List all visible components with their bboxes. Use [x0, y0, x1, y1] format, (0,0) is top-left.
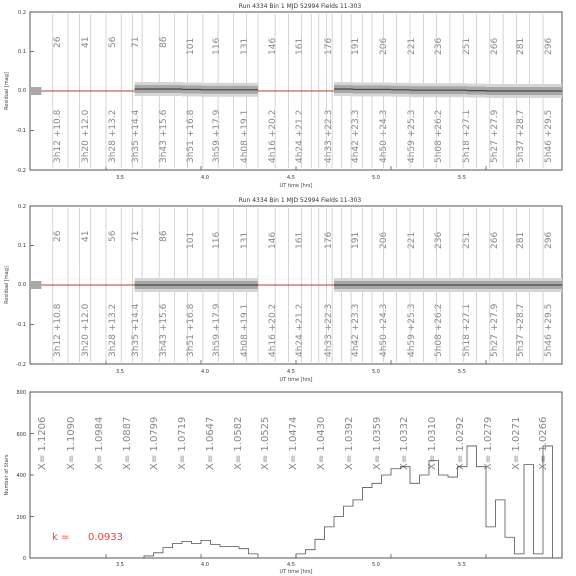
field-label: 161 [295, 37, 305, 55]
time-label: 4h42 +23.3 [351, 303, 361, 357]
y-axis-label: Residual [mag] [4, 72, 10, 110]
time-label: 3h51 +16.8 [186, 109, 196, 163]
y-tick-label: 400 [16, 473, 26, 479]
time-label: 3h28 +13.2 [108, 109, 118, 163]
x-tick-label: 5.0 [372, 369, 380, 375]
x-tick-label: 4.0 [201, 175, 209, 181]
time-label: 5h46 +29.5 [544, 303, 554, 357]
residual-panel-1 [4, 3, 562, 189]
time-label: 5h37 +28.7 [516, 303, 526, 357]
extinction-label: k = [52, 532, 70, 543]
field-label: 236 [434, 231, 444, 249]
time-label: 3h12 +10.8 [53, 303, 63, 357]
time-label: 3h20 +12.0 [81, 303, 91, 357]
y-tick-label: 600 [16, 432, 26, 438]
time-label: 3h35 +14.4 [131, 303, 141, 357]
airmass-label: X= 1.0647 [205, 416, 216, 470]
field-label: 251 [462, 37, 472, 55]
field-label: 26 [53, 36, 63, 48]
x-tick-label: 4.0 [201, 369, 209, 375]
x-tick-label: 3.5 [116, 175, 124, 181]
airmass-label: X= 1.1090 [66, 416, 77, 470]
x-tick-label: 4.5 [287, 175, 295, 181]
x-tick-label: 5.5 [458, 369, 466, 375]
time-label: 4h16 +20.2 [268, 109, 278, 163]
residual-panel-2 [4, 197, 562, 383]
panel-title: Run 4334 Bin 1 MJD 52994 Fields 11-303 [238, 197, 362, 204]
field-label: 266 [490, 37, 500, 55]
y-tick-label: 0.0 [18, 88, 26, 94]
time-label: 3h28 +13.2 [108, 303, 118, 357]
field-label: 221 [407, 37, 417, 55]
time-label: 4h08 +19.1 [240, 303, 250, 357]
time-label: 4h59 +25.3 [407, 109, 417, 163]
field-label: 191 [351, 37, 361, 55]
time-label: 3h59 +17.9 [212, 109, 222, 163]
airmass-label: X= 1.0310 [427, 416, 438, 470]
time-label: 3h43 +15.6 [159, 303, 169, 357]
x-tick-label: 4.0 [201, 562, 209, 568]
airmass-label: X= 1.0984 [94, 416, 105, 470]
airmass-label: X= 1.0887 [122, 416, 133, 470]
field-label: 296 [544, 231, 554, 249]
field-label: 221 [407, 231, 417, 249]
field-label: 206 [379, 231, 389, 249]
y-tick-labels [16, 204, 26, 368]
time-label: 5h46 +29.5 [544, 109, 554, 163]
airmass-label: X= 1.0266 [538, 416, 549, 470]
field-label: 146 [268, 37, 278, 55]
airmass-label: X= 1.0525 [260, 416, 271, 470]
time-label: 3h12 +10.8 [53, 109, 63, 163]
time-label: 4h33 +22.3 [324, 303, 334, 357]
x-tick-labels [116, 562, 466, 568]
time-label: 3h59 +17.9 [212, 303, 222, 357]
x-tick-labels [116, 369, 466, 375]
x-axis-label: UT time [hrs] [279, 569, 313, 575]
field-label: 266 [490, 231, 500, 249]
time-label: 5h37 +28.7 [516, 109, 526, 163]
field-label: 176 [324, 231, 334, 249]
y-tick-label: 0.1 [18, 49, 26, 55]
y-tick-label: 0.0 [18, 282, 26, 288]
y-tick-label: 0.2 [18, 10, 26, 16]
time-label: 5h08 +26.2 [434, 303, 444, 357]
field-label: 251 [462, 231, 472, 249]
x-axis-label: UT time [hrs] [279, 183, 313, 189]
extinction-value: 0.0933 [88, 532, 123, 543]
time-label: 4h50 +24.3 [379, 303, 389, 357]
airmass-label: X= 1.0279 [483, 416, 494, 470]
field-label: 56 [108, 36, 118, 48]
y-tick-label: 200 [16, 515, 26, 521]
x-tick-label: 4.5 [287, 562, 295, 568]
y-axis-label: Residual [mag] [4, 266, 10, 304]
airmass-label: X= 1.0474 [288, 416, 299, 470]
airmass-label: X= 1.0799 [149, 416, 160, 470]
time-label: 3h35 +14.4 [131, 109, 141, 163]
time-label: 4h33 +22.3 [324, 109, 334, 163]
field-label: 41 [81, 36, 91, 48]
field-label: 86 [159, 36, 169, 48]
y-tick-label: 800 [16, 390, 26, 396]
time-label: 4h50 +24.3 [379, 109, 389, 163]
y-tick-label: -0.1 [16, 128, 26, 134]
time-label: 5h27 +27.9 [490, 303, 500, 357]
time-label: 3h43 +15.6 [159, 109, 169, 163]
x-tick-label: 5.5 [458, 175, 466, 181]
time-label: 4h24 +21.2 [295, 109, 305, 163]
y-tick-labels [16, 390, 26, 562]
airmass-label: X= 1.0359 [372, 416, 383, 470]
field-label: 191 [351, 231, 361, 249]
field-label: 116 [212, 231, 222, 249]
field-label: 296 [544, 37, 554, 55]
x-axis-label: UT time [hrs] [279, 377, 313, 383]
field-label: 146 [268, 231, 278, 249]
airmass-label: X= 1.0582 [233, 416, 244, 470]
airmass-label: X= 1.0332 [399, 416, 410, 470]
field-label: 206 [379, 37, 389, 55]
field-label: 161 [295, 231, 305, 249]
y-tick-label: 0 [22, 556, 26, 562]
time-label: 4h42 +23.3 [351, 109, 361, 163]
field-label: 131 [240, 231, 250, 249]
field-label: 26 [53, 230, 63, 242]
field-label: 101 [186, 231, 196, 249]
x-tick-label: 5.5 [458, 562, 466, 568]
y-axis-label: Number of Stars [4, 454, 10, 496]
field-label: 281 [516, 231, 526, 249]
time-label: 5h08 +26.2 [434, 109, 444, 163]
field-label: 116 [212, 37, 222, 55]
time-label: 5h27 +27.9 [490, 109, 500, 163]
time-label: 4h16 +20.2 [268, 303, 278, 357]
y-tick-label: 0.1 [18, 243, 26, 249]
time-label: 3h51 +16.8 [186, 303, 196, 357]
airmass-label: X= 1.0392 [344, 416, 355, 470]
field-label: 176 [324, 37, 334, 55]
time-label: 5h18 +27.1 [462, 109, 472, 163]
time-label: 4h24 +21.2 [295, 303, 305, 357]
airmass-label: X= 1.1206 [37, 416, 48, 470]
field-label: 86 [159, 230, 169, 242]
field-label: 131 [240, 37, 250, 55]
residual-band-inner [30, 87, 41, 95]
field-label: 101 [186, 37, 196, 55]
residual-band-inner [30, 281, 41, 289]
star-count-panel [4, 390, 562, 575]
y-tick-label: 0.2 [18, 204, 26, 210]
airmass-label: X= 1.0292 [455, 416, 466, 470]
x-tick-label: 3.5 [116, 562, 124, 568]
panel-title: Run 4334 Bin 1 MJD 52994 Fields 11-303 [238, 3, 362, 10]
y-tick-label: -0.1 [16, 322, 26, 328]
field-label: 236 [434, 37, 444, 55]
field-label: 71 [131, 36, 141, 48]
field-label: 71 [131, 230, 141, 242]
field-label: 56 [108, 230, 118, 242]
x-tick-label: 4.5 [287, 369, 295, 375]
airmass-label: X= 1.0271 [511, 416, 522, 470]
time-label: 5h18 +27.1 [462, 303, 472, 357]
airmass-label: X= 1.0430 [316, 416, 327, 470]
x-tick-label: 3.5 [116, 369, 124, 375]
y-tick-label: -0.2 [16, 168, 26, 174]
field-label: 281 [516, 37, 526, 55]
x-tick-label: 5.0 [372, 562, 380, 568]
time-label: 3h20 +12.0 [81, 109, 91, 163]
y-tick-labels [16, 10, 26, 174]
x-tick-labels [116, 175, 466, 181]
x-tick-label: 5.0 [372, 175, 380, 181]
time-label: 4h08 +19.1 [240, 109, 250, 163]
field-label: 41 [81, 230, 91, 242]
time-label: 4h59 +25.3 [407, 303, 417, 357]
airmass-label: X= 1.0719 [177, 416, 188, 470]
y-tick-label: -0.2 [16, 362, 26, 368]
